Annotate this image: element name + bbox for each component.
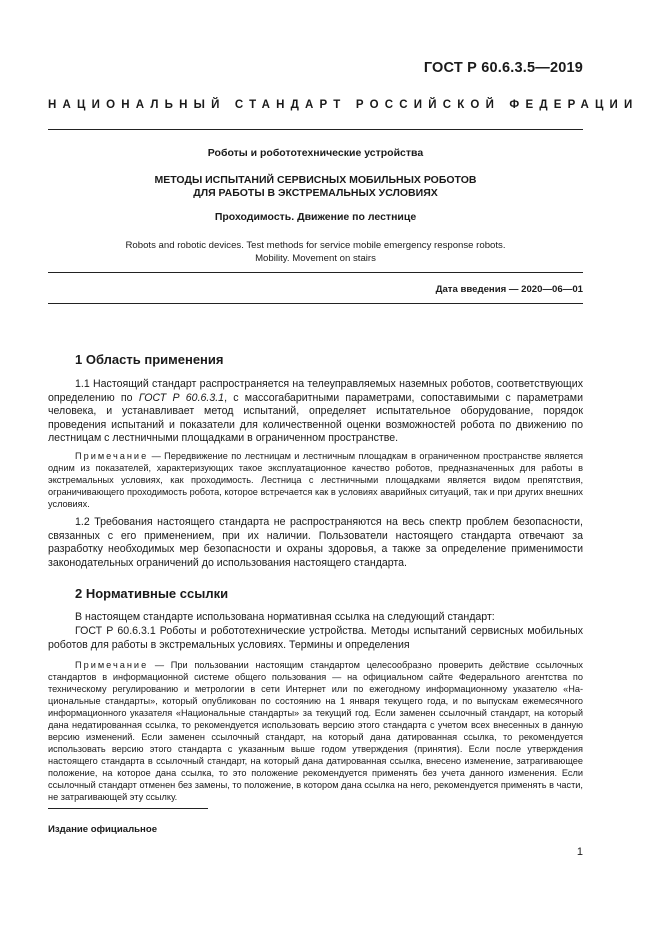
english-title (48, 239, 583, 265)
section1-paragraph1 (48, 378, 583, 446)
section1-p1-text-start: 1.1 Настоящий стандарт распространяется на телеуправляемых наземных роботов, соответствующих определению по (48, 378, 583, 404)
standard-title (48, 174, 583, 200)
date-rule (48, 303, 583, 304)
standard-subtitle: Проходимость. Движение по лестнице (214, 211, 417, 223)
section2-note (48, 659, 583, 803)
section1-p1-reference: ГОСТ Р 60.6.3.1 (138, 391, 225, 404)
english-title-line2: Mobility. Movement on stairs (255, 253, 376, 264)
page-number: 1 (576, 846, 583, 858)
official-edition-label: Издание официальное (48, 824, 158, 835)
standard-title-line2: ДЛЯ РАБОТЫ В ЭКСТРЕМАЛЬНЫХ УСЛОВИЯХ (193, 187, 438, 199)
section1-paragraph2: 1.2 Требования настоящего стандарта не распространяются на весь спектр проблем безопасности, связанных с его применением, при их наличии. Пользователи настоящего стандарта отвечают за разработку необходимых мер безопасности и охраны здоровья, а также за определение применимости законодательных ограничений до использования настоящего стандарта. (48, 516, 583, 569)
section1-note (48, 450, 583, 510)
national-standard-banner: НАЦИОНАЛЬНЫЙ СТАНДАРТ РОССИЙСКОЙ ФЕДЕРАЦИИ (48, 99, 639, 111)
footer-rule (48, 808, 208, 809)
header-rule (48, 129, 583, 130)
document-number: ГОСТ Р 60.6.3.5—2019 (423, 60, 583, 76)
section2-reference-entry: ГОСТ Р 60.6.3.1 Роботы и робототехнические устройства. Методы испытаний сервисных мобильных роботов для работы в экстремальных условиях. Термины и определения (48, 625, 583, 651)
standard-subject: Роботы и робототехнические устройства (207, 147, 424, 159)
section1-note-label: Примечание (75, 451, 149, 461)
section2-paragraph1: В настоящем стандарте использована нормативная ссылка на следующий стандарт: (75, 611, 495, 623)
section2-heading: 2 Нормативные ссылки (75, 586, 229, 601)
section1-note-text: — Передвижение по лестницам и лестничным площадкам в ограниченном пространстве является одним из показателей, характеризующих такое эксплуатационное качество роботов, предназначенных для работы в экстремальных условиях, как проходимость. Лестница с лестничными площадками является видом препятствия, ограничивающего проходимость робота, которое встречается как в условиях аварийных ситуаций, так и при других внешних условиях. (48, 451, 583, 509)
standard-title-line1: МЕТОДЫ ИСПЫТАНИЙ СЕРВИСНЫХ МОБИЛЬНЫХ РОБОТОВ (154, 174, 477, 186)
introduction-date: Дата введения — 2020—06—01 (435, 284, 583, 295)
section2-note-text: — При пользовании настоящим стандартом целесообразно проверить действие ссылочных стандартов в информационной системе общего пользования — на официальном сайте Федерального агентства по техническому регулированию и метрологии в сети Интернет или по ежегодному информационному указателю «Национальные стандарты», который опубликован по состоянию на 1 января текущего года, и по выпускам ежемесячного информационного указателя «Национальные стандарты» за текущий год. Если заменен ссылочный стандарт, на который дана недатированная ссылка, то рекомендуется использовать версию этого стандарта с учетом всех внесенных в данную версию изменений. Если заменен ссылочный стандарт, на который дана датированная ссылка, то рекомендуется использовать версию этого стандарта с указанным выше годом утверждения (принятия). Если после утверждения настоящего стандарта в ссылочный стандарт, на который дана датированная ссылка, внесено изменение, затрагивающее положение, на которое дана ссылка, то это положение рекомендуется применять без учета данного изменения. Если ссылочный стандарт отменен без замены, то положение, в котором дана ссылка на него, рекомендуется применять в части, не затрагивающей эту ссылку. (48, 660, 583, 802)
title-rule (48, 272, 583, 273)
section1-heading: 1 Область применения (75, 352, 224, 367)
english-title-line1: Robots and robotic devices. Test methods for service mobile emergency response robots. (125, 240, 506, 251)
section1-p1-text-end: , с массогабаритными параметрами, сопоставимыми с параметрами человека, и устанавливает метод испытаний, определяет испытательное оборудование, порядок проведения испытаний и показатели для количественной оценки возможностей робота по движению по лестницам с лестничными площадками в ограниченном пространстве. (48, 391, 583, 445)
section2-note-label: Примечание (75, 660, 149, 670)
